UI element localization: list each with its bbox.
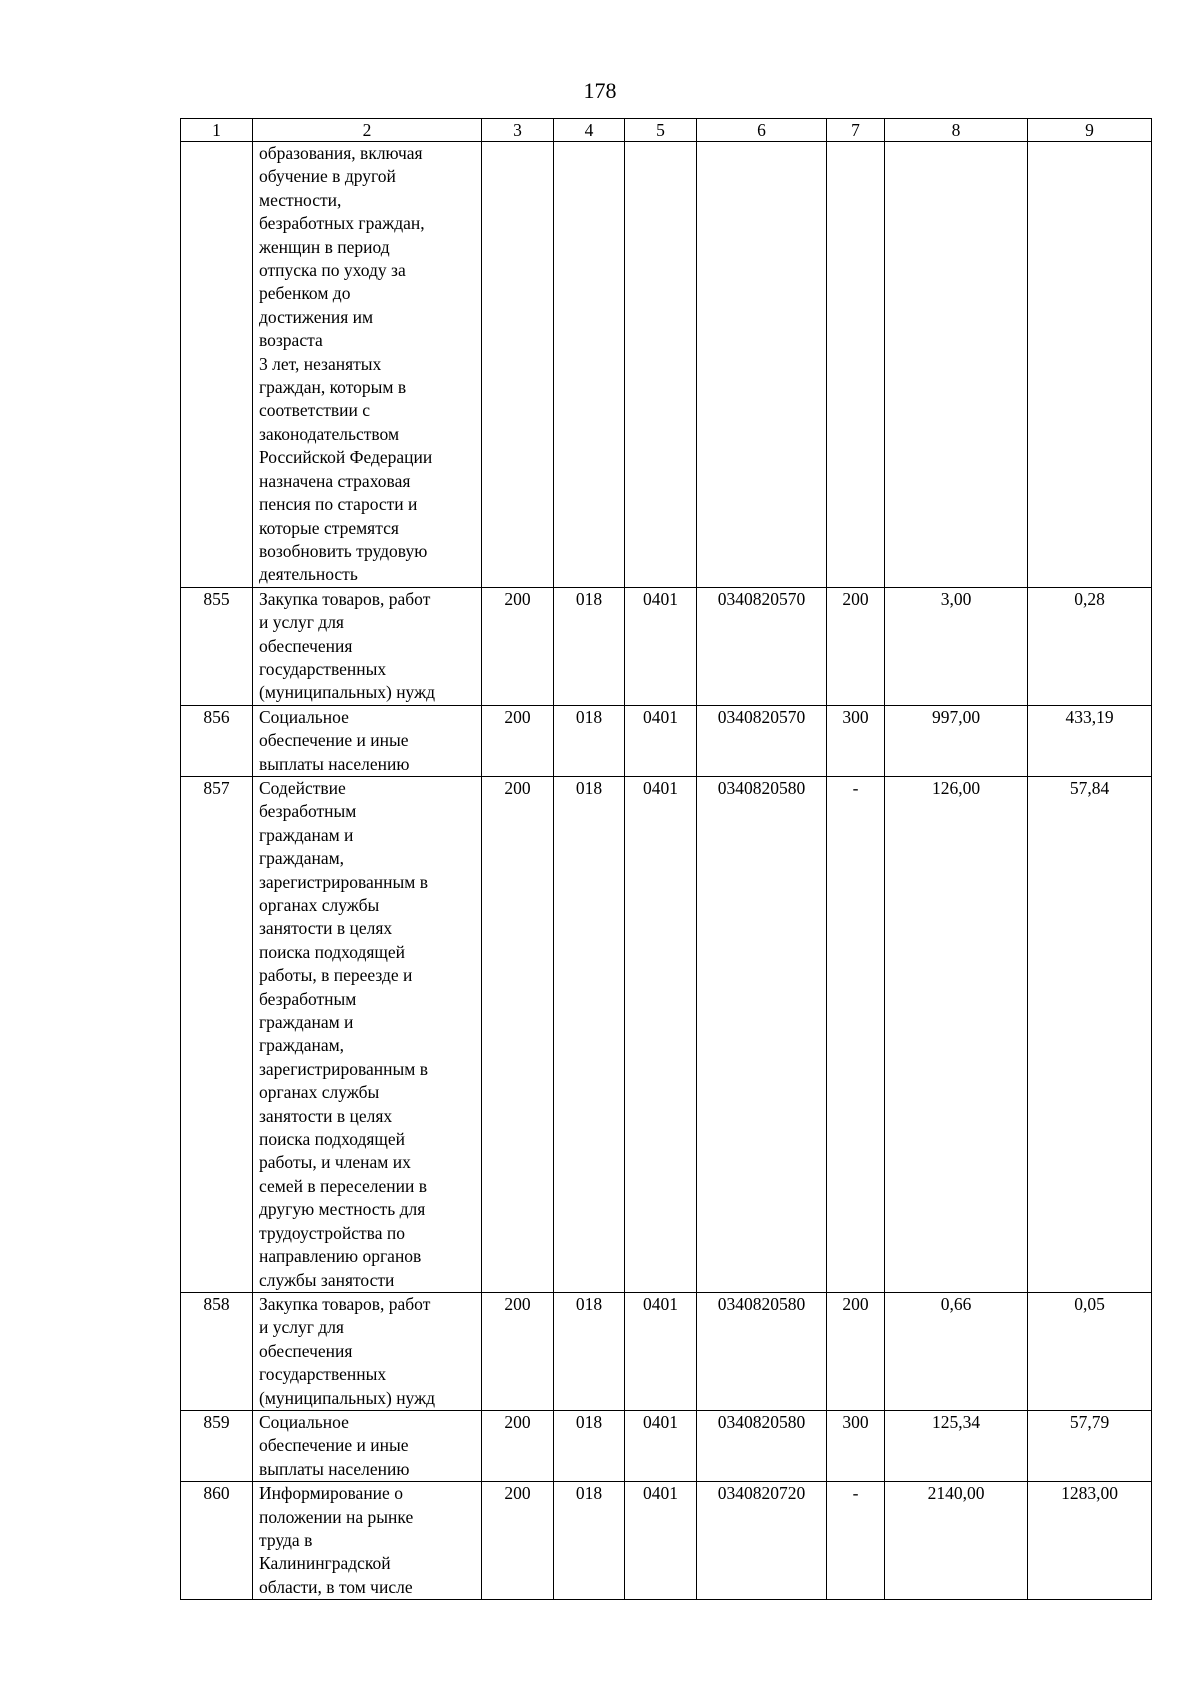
subsection-code: 0401 [625, 1410, 697, 1481]
expense-name-line: занятости в целях [259, 1105, 393, 1126]
row-number: 857 [181, 776, 253, 1292]
column-header-5: 5 [625, 119, 697, 142]
section-code: 200 [482, 1482, 554, 1600]
expense-name-line: Информирование о [259, 1483, 403, 1504]
expense-name-line: которые стремятся [259, 517, 399, 538]
expense-name-line: государственных [259, 1364, 387, 1385]
ministry-code: 018 [554, 1410, 625, 1481]
ministry-code: 018 [554, 587, 625, 705]
table-row [181, 142, 1152, 588]
expense-type-code: 300 [827, 705, 885, 776]
planned-amount [885, 142, 1028, 588]
executed-amount: 0,05 [1028, 1292, 1152, 1410]
expense-name-line: 3 лет, незанятых [259, 353, 382, 374]
column-header-3: 3 [482, 119, 554, 142]
expense-name-line: возобновить трудовую [259, 540, 428, 561]
expense-name-line: Калининградской [259, 1553, 391, 1574]
executed-amount [1028, 142, 1152, 588]
expense-name-line: работы, и членам их [259, 1152, 411, 1173]
expense-name-line: трудоустройства по [259, 1222, 405, 1243]
expense-name-line: органах службы [259, 895, 380, 915]
expense-name-line: назначена страховая [259, 470, 411, 491]
expense-name-line: (муниципальных) нужд [259, 1387, 436, 1408]
table-row [181, 1482, 1152, 1600]
expense-name-line: и услуг для [259, 1317, 344, 1338]
expense-name-line: семей в переселении в [259, 1175, 428, 1196]
expense-name-line: и услуг для [259, 612, 344, 633]
ministry-code: 018 [554, 776, 625, 1292]
expense-name-line: службы занятости [259, 1269, 395, 1290]
subsection-code: 0401 [625, 587, 697, 705]
expense-name-line: Российской Федерации [259, 447, 433, 468]
expense-name-line: граждан, которым в [259, 377, 407, 398]
section-code [482, 142, 554, 588]
expense-name-line: Закупка товаров, работ [259, 588, 431, 609]
expense-name [253, 1410, 482, 1481]
target-item-code [697, 142, 827, 588]
expense-name-line: пенсия по старости и [259, 494, 418, 515]
expense-name-line: области, в том числе [259, 1576, 413, 1597]
expense-name-line: выплаты населению [259, 1458, 410, 1479]
section-code: 200 [482, 776, 554, 1292]
expense-name-line: деятельность [259, 564, 358, 585]
target-item-code: 0340820720 [697, 1482, 827, 1600]
expense-name-line: Социальное [259, 1411, 349, 1432]
expense-name [253, 705, 482, 776]
table-row [181, 1410, 1152, 1481]
expense-type-code: 200 [827, 1292, 885, 1410]
expense-name-line: ребенком до [259, 283, 351, 304]
expense-type-code: - [827, 776, 885, 1292]
expense-name-line: Закупка товаров, работ [259, 1293, 431, 1314]
planned-amount: 126,00 [885, 776, 1028, 1292]
executed-amount: 0,28 [1028, 587, 1152, 705]
expense-name-line: достижения им [259, 306, 374, 327]
column-header-7: 7 [827, 119, 885, 142]
row-number: 859 [181, 1410, 253, 1481]
expense-name-line: органах службы [259, 1082, 380, 1103]
expense-type-code: 300 [827, 1410, 885, 1481]
column-header-9: 9 [1028, 119, 1152, 142]
target-item-code: 0340820580 [697, 776, 827, 1292]
section-code: 200 [482, 705, 554, 776]
expense-name-line: гражданам, [259, 1035, 345, 1056]
expense-name-line: возраста [259, 330, 323, 351]
expense-name-line: труда в [259, 1529, 313, 1550]
ministry-code: 018 [554, 1482, 625, 1600]
expense-name-line: поиска подходящей [259, 1129, 406, 1150]
expense-name-line: зарегистрированным в [259, 1058, 428, 1079]
target-item-code: 0340820580 [697, 1410, 827, 1481]
page-number: 178 [583, 78, 617, 103]
expense-type-code [827, 142, 885, 588]
expense-name-line: обеспечения [259, 635, 353, 656]
column-header-2: 2 [253, 119, 482, 142]
expense-name [253, 142, 482, 588]
expense-name-line: образования, включая [259, 143, 423, 163]
expense-name-line: положении на рынке [259, 1506, 414, 1527]
expense-name-line: гражданам и [259, 824, 354, 845]
planned-amount: 2140,00 [885, 1482, 1028, 1600]
budget-table [180, 118, 1152, 1600]
expense-name [253, 1292, 482, 1410]
column-header-8: 8 [885, 119, 1028, 142]
planned-amount: 125,34 [885, 1410, 1028, 1481]
planned-amount: 3,00 [885, 587, 1028, 705]
expense-name-line: безработным [259, 988, 357, 1009]
expense-name-line: гражданам, [259, 848, 345, 869]
expense-name-line: Содействие [259, 777, 346, 798]
ministry-code: 018 [554, 1292, 625, 1410]
planned-amount: 997,00 [885, 705, 1028, 776]
expense-name-line: другую местность для [259, 1199, 426, 1220]
expense-name-line: поиска подходящей [259, 941, 406, 962]
section-code: 200 [482, 1410, 554, 1481]
column-header-1: 1 [181, 119, 253, 142]
expense-name [253, 1482, 482, 1600]
expense-type-code: - [827, 1482, 885, 1600]
ministry-code [554, 142, 625, 588]
expense-name [253, 587, 482, 705]
expense-name-line: отпуска по уходу за [259, 260, 406, 281]
expense-name-line: обеспечения [259, 1340, 353, 1361]
expense-name-line: безработным [259, 801, 357, 822]
target-item-code: 0340820580 [697, 1292, 827, 1410]
planned-amount: 0,66 [885, 1292, 1028, 1410]
column-header-4: 4 [554, 119, 625, 142]
subsection-code [625, 142, 697, 588]
table-row [181, 776, 1152, 1292]
expense-type-code: 200 [827, 587, 885, 705]
column-header-6: 6 [697, 119, 827, 142]
executed-amount: 433,19 [1028, 705, 1152, 776]
expense-name-line: зарегистрированным в [259, 871, 428, 892]
expense-name-line: обеспечение и иные [259, 730, 409, 751]
row-number: 855 [181, 587, 253, 705]
expense-name [253, 776, 482, 1292]
executed-amount: 1283,00 [1028, 1482, 1152, 1600]
table-body [181, 142, 1152, 1600]
target-item-code: 0340820570 [697, 587, 827, 705]
expense-name-line: (муниципальных) нужд [259, 682, 436, 703]
expense-name-line: местности, [259, 189, 342, 210]
header-row [181, 119, 1152, 142]
expense-name-line: безработных граждан, [259, 213, 425, 234]
row-number [181, 142, 253, 588]
row-number: 858 [181, 1292, 253, 1410]
ministry-code: 018 [554, 705, 625, 776]
row-number: 860 [181, 1482, 253, 1600]
section-code: 200 [482, 587, 554, 705]
expense-name-line: законодательством [259, 423, 400, 444]
table-row [181, 1292, 1152, 1410]
subsection-code: 0401 [625, 1482, 697, 1600]
expense-name-line: направлению органов [259, 1246, 422, 1267]
expense-name-line: женщин в период [259, 236, 390, 257]
expense-name-line: выплаты населению [259, 753, 410, 774]
table-row [181, 587, 1152, 705]
target-item-code: 0340820570 [697, 705, 827, 776]
expense-name-line: обучение в другой [259, 166, 396, 187]
expense-name-line: занятости в целях [259, 918, 393, 939]
executed-amount: 57,84 [1028, 776, 1152, 1292]
expense-name-line: государственных [259, 658, 387, 679]
row-number: 856 [181, 705, 253, 776]
expense-name-line: Социальное [259, 706, 349, 727]
table-row [181, 705, 1152, 776]
subsection-code: 0401 [625, 776, 697, 1292]
subsection-code: 0401 [625, 1292, 697, 1410]
executed-amount: 57,79 [1028, 1410, 1152, 1481]
subsection-code: 0401 [625, 705, 697, 776]
expense-name-line: обеспечение и иные [259, 1435, 409, 1456]
section-code: 200 [482, 1292, 554, 1410]
expense-name-line: соответствии с [259, 400, 371, 421]
expense-name-line: работы, в переезде и [259, 965, 413, 986]
expense-name-line: гражданам и [259, 1012, 354, 1033]
